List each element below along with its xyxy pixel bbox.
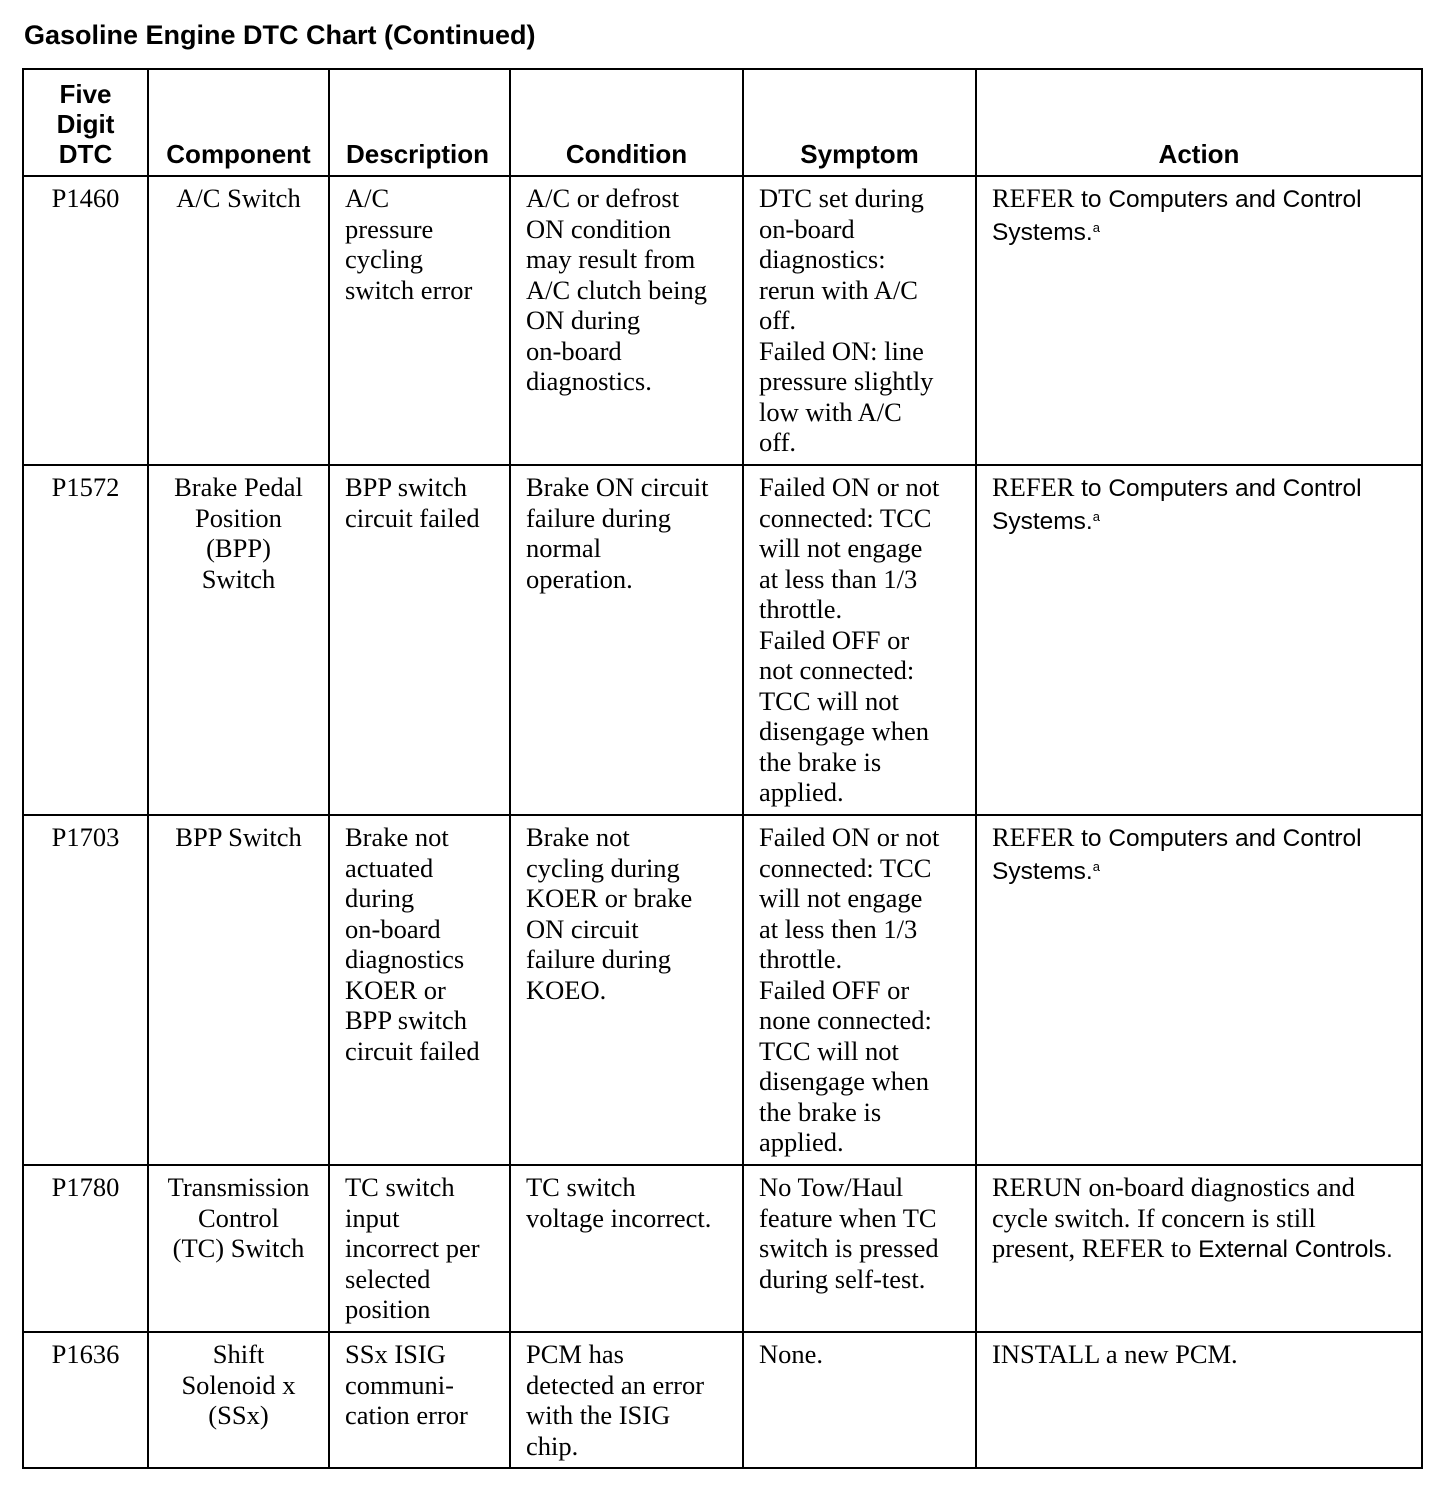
- description-cell: Brake not actuated during on-board diagnostics KOER or BPP switch circuit failed: [329, 815, 510, 1165]
- action-cell: RERUN on-board diagnostics and cycle switch. If concern is still present, REFER to External Controls.: [976, 1165, 1422, 1332]
- action-cell: [976, 465, 1422, 815]
- component-cell: Brake Pedal Position (BPP) Switch: [148, 465, 329, 815]
- computers-control-systems-link[interactable]: Systems.: [992, 218, 1093, 246]
- action-cell: INSTALL a new PCM.: [976, 1332, 1422, 1468]
- condition-cell: TC switch voltage incorrect.: [510, 1165, 743, 1332]
- computers-control-systems-link[interactable]: Systems.: [992, 857, 1093, 885]
- computers-control-systems-link[interactable]: to Computers and Control: [1081, 825, 1362, 852]
- header-description: Description: [329, 69, 510, 176]
- table-row: [23, 815, 1422, 1165]
- computers-control-systems-link[interactable]: to Computers and Control: [1081, 475, 1362, 502]
- dtc-code: P1703: [23, 815, 148, 1165]
- header-dtc: Five Digit DTC: [23, 69, 148, 176]
- description-cell: BPP switch circuit failed: [329, 465, 510, 815]
- symptom-cell: Failed ON or not connected: TCC will not engage at less then 1/3 throttle. Failed OFF or none connected: TCC will not disengage when the brake is applied.: [743, 815, 976, 1165]
- table-row: [23, 176, 1422, 465]
- action-verb: REFER: [992, 472, 1075, 502]
- table-header-row: [23, 69, 1422, 176]
- symptom-cell: DTC set during on-board diagnostics: rerun with A/C off. Failed ON: line pressure slightly low with A/C off.: [743, 176, 976, 465]
- description-cell: SSx ISIG communi- cation error: [329, 1332, 510, 1468]
- computers-control-systems-link[interactable]: to Computers and Control: [1081, 186, 1362, 213]
- condition-cell: Brake not cycling during KOER or brake ON circuit failure during KOEO.: [510, 815, 743, 1165]
- action-cell: [976, 176, 1422, 465]
- header-symptom: Symptom: [743, 69, 976, 176]
- condition-cell: PCM has detected an error with the ISIG chip.: [510, 1332, 743, 1468]
- symptom-cell: Failed ON or not connected: TCC will not engage at less than 1/3 throttle. Failed OFF or not connected: TCC will not disengage when the brake is applied.: [743, 465, 976, 815]
- footnote-marker: a: [1092, 219, 1100, 235]
- dtc-table: [22, 68, 1423, 1469]
- header-condition: Condition: [510, 69, 743, 176]
- table-row: [23, 1332, 1422, 1468]
- condition-cell: A/C or defrost ON condition may result from A/C clutch being ON during on-board diagnostics.: [510, 176, 743, 465]
- dtc-code: P1460: [23, 176, 148, 465]
- external-controls-link[interactable]: External Controls.: [1198, 1236, 1393, 1263]
- component-cell: A/C Switch: [148, 176, 329, 465]
- component-cell: BPP Switch: [148, 815, 329, 1165]
- page-title: Gasoline Engine DTC Chart (Continued): [24, 20, 536, 50]
- description-cell: A/C pressure cycling switch error: [329, 176, 510, 465]
- symptom-cell: No Tow/Haul feature when TC switch is pressed during self-test.: [743, 1165, 976, 1332]
- description-cell: TC switch input incorrect per selected position: [329, 1165, 510, 1332]
- condition-cell: Brake ON circuit failure during normal operation.: [510, 465, 743, 815]
- action-verb: REFER: [992, 183, 1075, 213]
- component-cell: Transmission Control (TC) Switch: [148, 1165, 329, 1332]
- computers-control-systems-link[interactable]: Systems.: [992, 507, 1093, 535]
- component-cell: Shift Solenoid x (SSx): [148, 1332, 329, 1468]
- action-cell: [976, 815, 1422, 1165]
- dtc-code: P1780: [23, 1165, 148, 1332]
- header-component: Component: [148, 69, 329, 176]
- dtc-code: P1636: [23, 1332, 148, 1468]
- table-row: [23, 465, 1422, 815]
- dtc-code: P1572: [23, 465, 148, 815]
- symptom-cell: None.: [743, 1332, 976, 1468]
- table-row: [23, 1165, 1422, 1332]
- footnote-marker: a: [1092, 858, 1100, 874]
- header-action: Action: [976, 69, 1422, 176]
- footnote-marker: a: [1092, 508, 1100, 524]
- action-verb: REFER: [992, 822, 1075, 852]
